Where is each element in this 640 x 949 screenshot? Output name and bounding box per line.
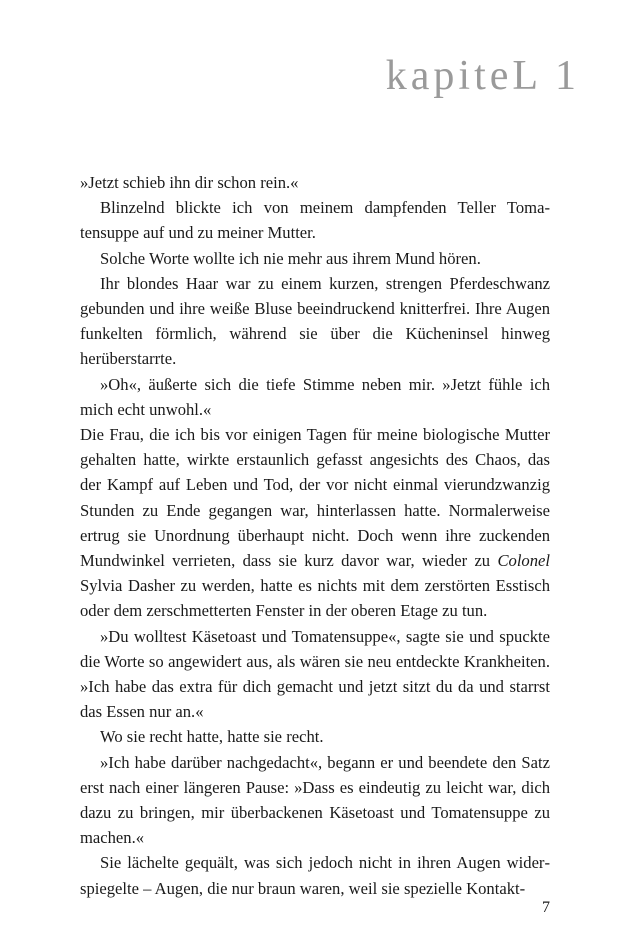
paragraph: »Ich habe darüber nachgedacht«, begann er und beendete den Satz erst nach einer längeren Pause: »Dass es eindeutig zu leicht war, dich dazu zu bringen, mir überbackenen Käsetoast und Tomatensuppe zu machen.« <box>80 752 550 848</box>
page-number: 7 <box>542 899 550 916</box>
paragraph <box>80 422 550 624</box>
paragraph: »Jetzt schieb ihn dir schon rein.« <box>80 173 299 192</box>
paragraph: Blinzelnd blickte ich von meinem dampfenden Teller Tomatensuppe auf und zu meiner Mutter. <box>80 198 550 243</box>
body-text <box>80 170 550 901</box>
chapter-heading: kapiteL 1 <box>385 53 580 99</box>
paragraph-text: Sylvia Dasher zu werden, hatte es nichts mit dem zerstörten Esstisch oder dem zerschmetterten Fenster in der oberen Etage zu tun. <box>80 576 550 621</box>
paragraph: »Oh«, äußerte sich die tiefe Stimme neben mir. »Jetzt fühle ich mich echt unwohl.« <box>80 374 550 419</box>
paragraph-italic-text: Colonel <box>497 551 550 571</box>
paragraph: Wo sie recht hatte, hatte sie recht. <box>100 727 324 747</box>
paragraph-text: Die Frau, die ich bis vor einigen Tagen für meine biologische Mutter gehalten hatte, wirkte erstaunlich gefasst angesichts des Chaos, das der Kampf auf Leben und Tod, der vor nicht einmal vierundzwanzig Stunden zu Ende gegangen war, hinterlassen hatte. Normalerweise ertrug sie Unordnung überhaupt nicht. Doch wenn ihre zuckenden Mundwinkel verrieten, dass sie kurz davor war, wieder zu <box>80 425 550 571</box>
paragraph: »Du wolltest Käsetoast und Tomatensuppe«, sagte sie und spuckte die Worte so angewidert aus, als wären sie neu entdeckte Krankheiten. »Ich habe das extra für dich gemacht und jetzt sitzt du da und starrst das Essen nur an.« <box>80 626 550 722</box>
paragraph: Ihr blondes Haar war zu einem kurzen, strengen Pferdeschwanz gebunden und ihre weiße Bluse beeindruckend knitterfrei. Ihre Augen funkelten förmlich, während sie über die Kücheninsel hinweg herüberstarrte. <box>80 273 550 369</box>
paragraph: Solche Worte wollte ich nie mehr aus ihrem Mund hören. <box>100 248 481 268</box>
paragraph: Sie lächelte gequält, was sich jedoch nicht in ihren Augen widerspiegelte – Augen, die nur braun waren, weil sie spezielle Kontakt- <box>80 853 550 898</box>
